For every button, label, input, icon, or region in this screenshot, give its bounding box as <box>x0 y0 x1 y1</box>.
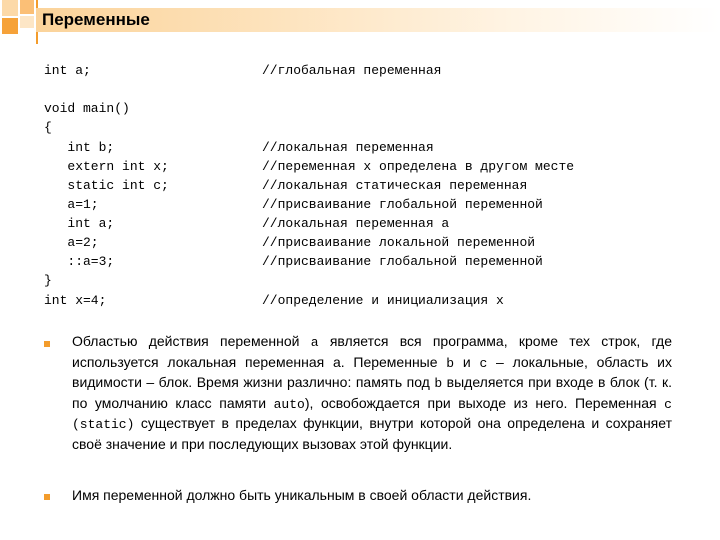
code-line: } <box>44 273 52 288</box>
decor-square <box>20 16 34 28</box>
code-inline: c (static) <box>72 396 672 432</box>
code-line: extern int x; <box>44 159 169 174</box>
code-line: ::a=3; <box>44 254 115 269</box>
code-comment: //присваивание глобальной переменной <box>262 197 543 212</box>
text-run: ), освобождается при выходе из него. Переменная <box>304 394 665 411</box>
code-line: int x=4; <box>44 293 107 308</box>
code-comment: //локальная переменная <box>262 140 434 155</box>
code-line: int a; <box>44 216 115 231</box>
bullet-marker <box>44 494 50 500</box>
code-comment: //локальная статическая переменная <box>262 178 528 193</box>
slide-title: Переменные <box>42 10 150 29</box>
code-comment: //переменная х определена в другом месте <box>262 159 575 174</box>
code-inline: c <box>479 355 488 371</box>
code-line: { <box>44 120 52 135</box>
text-run: Областью действия переменной <box>72 333 311 349</box>
text-run: и <box>454 353 480 370</box>
code-line: int b; <box>44 140 115 155</box>
bullet-paragraph <box>72 332 672 454</box>
bullet-paragraph: Имя переменной должно быть уникальным в своей области действия. <box>72 487 532 503</box>
text-run: – локальные, область их видимости – блок. Время жизни различно: память под <box>72 353 673 390</box>
code-comment: //глобальная переменная <box>262 63 442 78</box>
decor-square <box>2 18 18 34</box>
text-run: выделяется при входе в блок (т. к. по умолчанию класс памяти <box>72 374 672 411</box>
slide-header <box>0 0 720 42</box>
text-run: существует в пределах функции, внутри которой она определена и сохраняет своё значение и при последующих вызовах этой функции. <box>72 415 672 452</box>
code-inline: a <box>310 335 319 350</box>
code-line: void main() <box>44 101 130 116</box>
code-line: a=2; <box>44 235 99 250</box>
bullet-marker <box>44 341 50 347</box>
code-line: a=1; <box>44 197 99 212</box>
code-line: static int c; <box>44 178 169 193</box>
decor-square <box>2 0 18 16</box>
code-inline: auto <box>273 396 305 412</box>
code-comment: //присваивание глобальной переменной <box>262 254 543 269</box>
code-inline: b <box>434 376 443 391</box>
code-inline: b <box>446 355 455 371</box>
code-comment: //присваивание локальной переменной <box>262 235 536 250</box>
code-line: int a; <box>44 63 91 78</box>
code-comment: //определение и инициализация х <box>262 293 504 308</box>
code-comment: //локальная переменная а <box>262 216 450 231</box>
text-run: является вся программа, кроме тех строк, где используется локальная переменная а. Переменные <box>72 333 672 370</box>
decor-square <box>20 0 34 14</box>
